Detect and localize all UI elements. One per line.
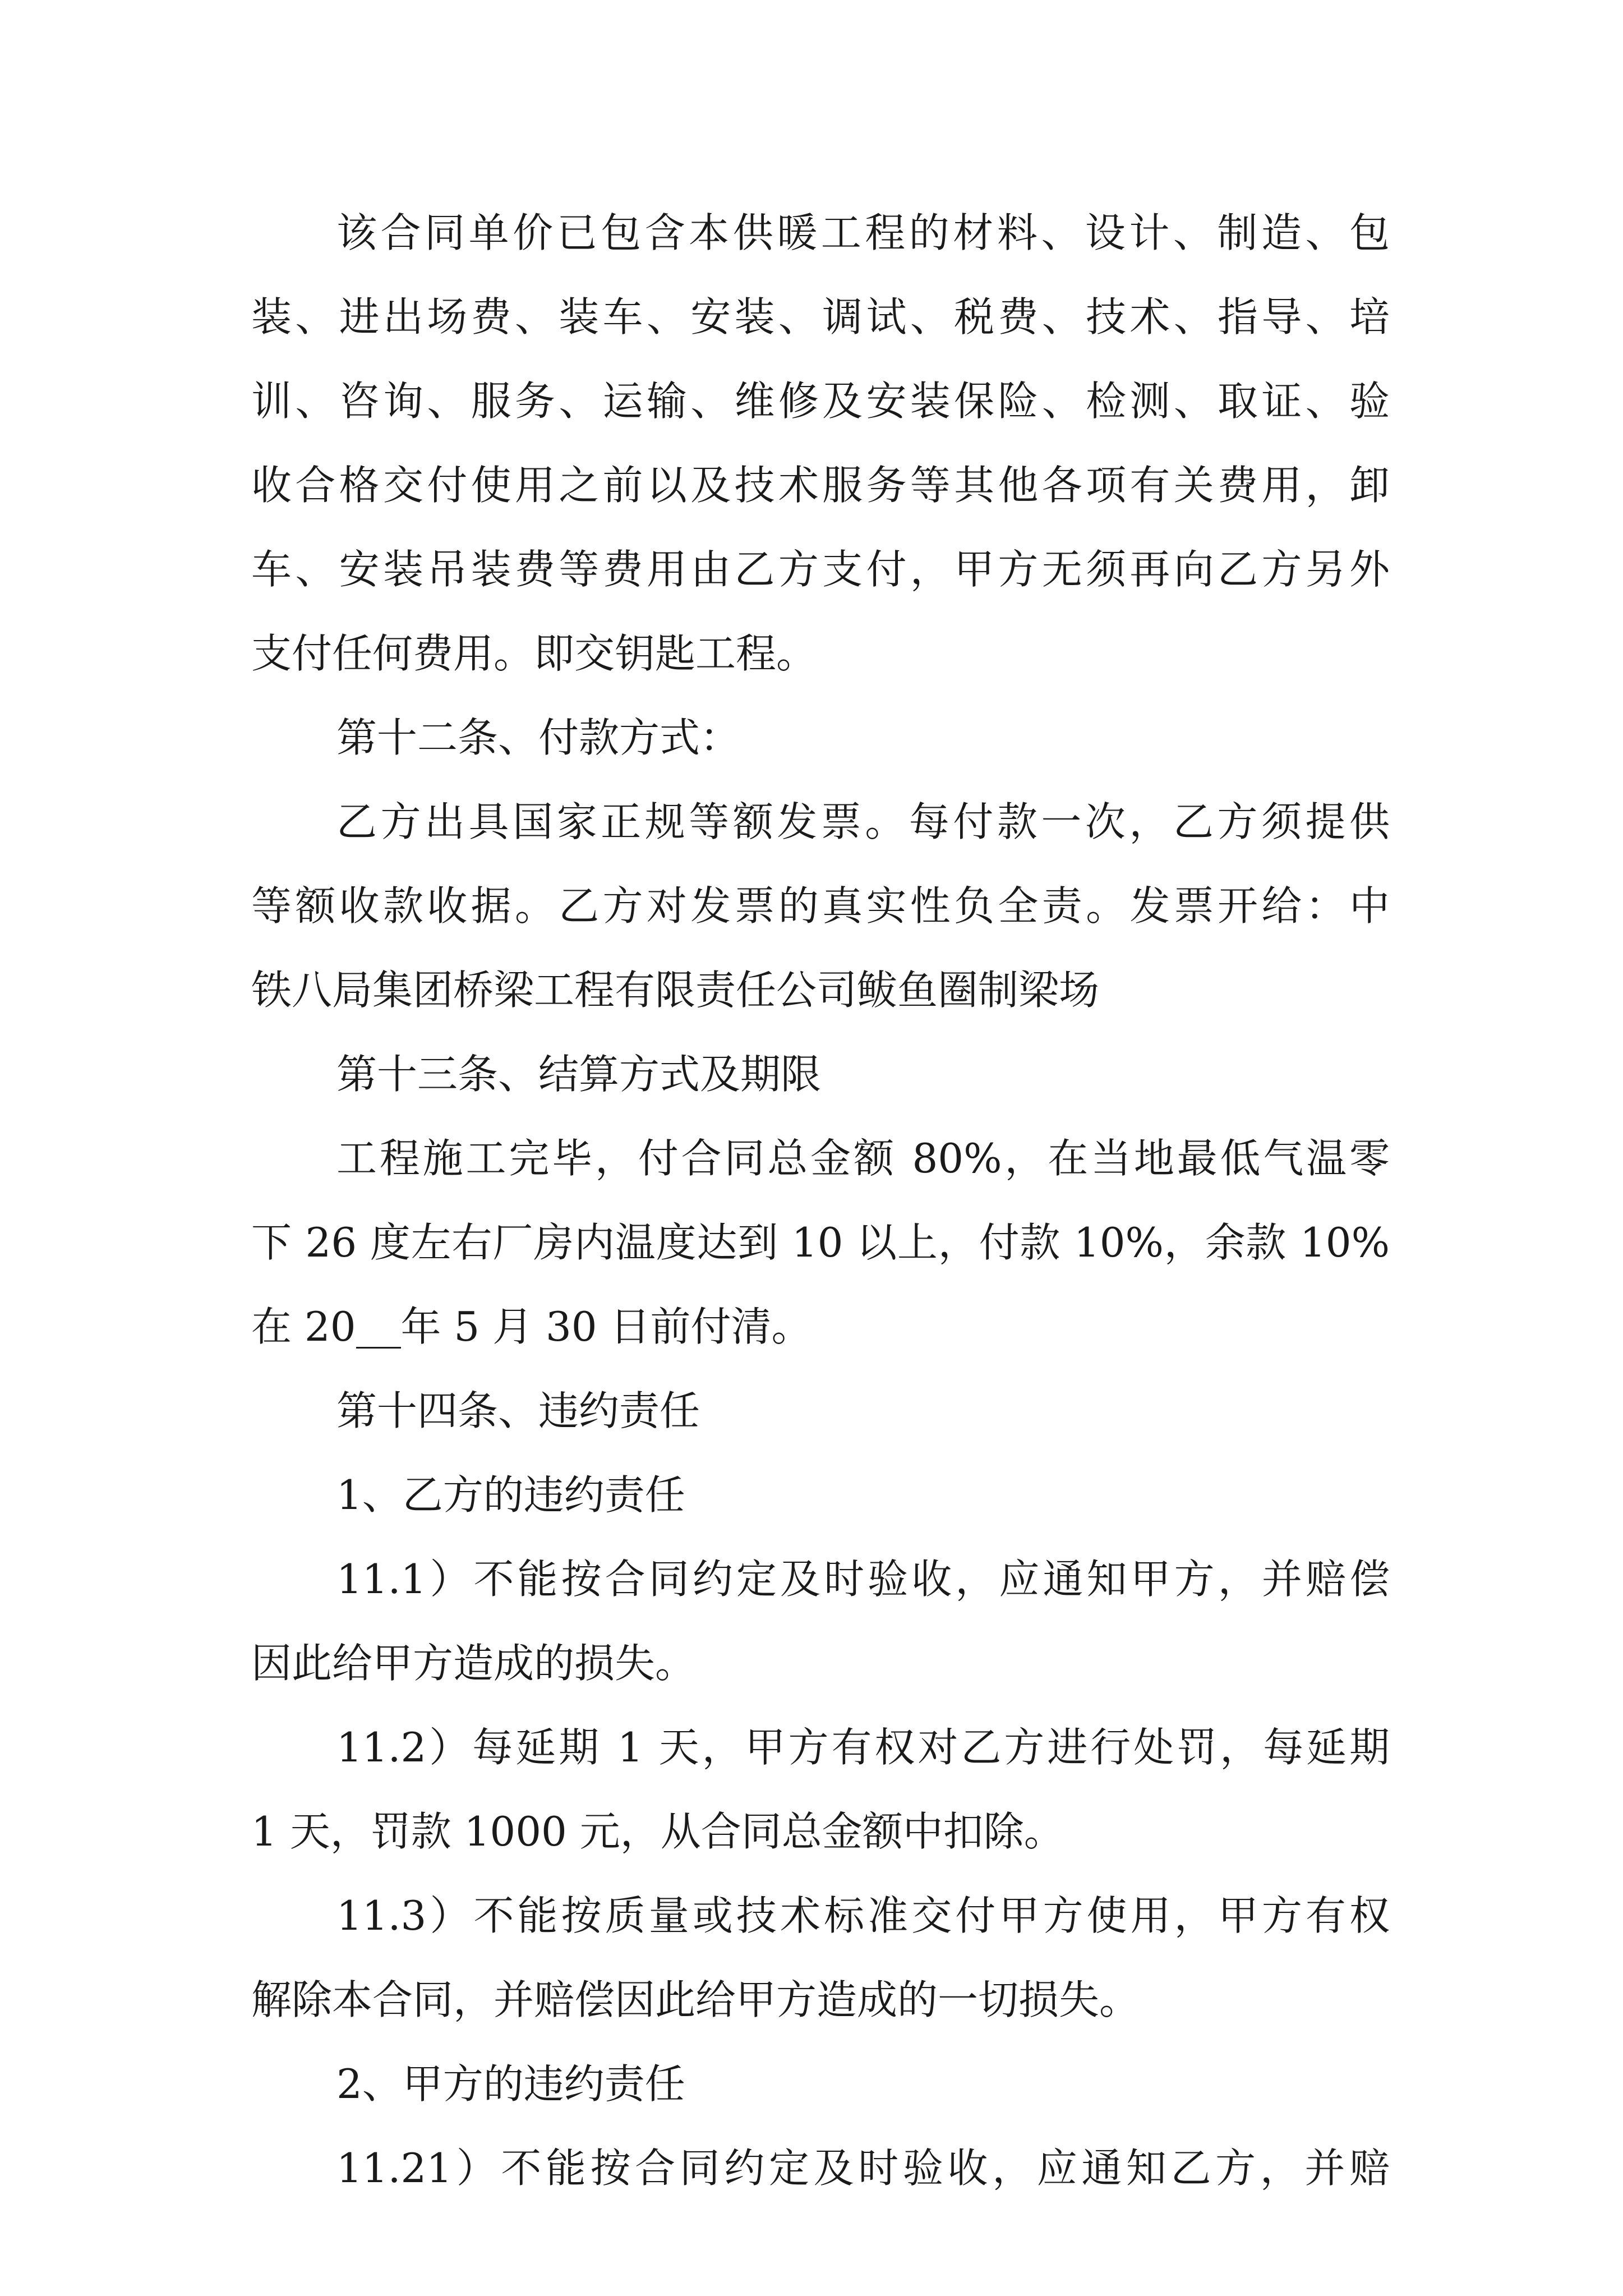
paragraph-line: 下 26 度左右厂房内温度达到 10 以上，付款 10%，余款 10% — [251, 1219, 1390, 1266]
paragraph-line: 铁八局集团桥梁工程有限责任公司鲅鱼圈制梁场 — [251, 967, 1100, 1014]
paragraph-line: 因此给甲方造成的损失。 — [251, 1640, 696, 1687]
paragraph-line: 装、进出场费、装车、安装、调试、税费、技术、指导、培 — [251, 293, 1390, 341]
paragraph-line: 解除本合同，并赔偿因此给甲方造成的一切损失。 — [251, 1976, 1140, 2023]
article-13-heading: 第十三条、结算方式及期限 — [336, 1051, 822, 1098]
clause-11-3: 11.3）不能按质量或技术标准交付甲方使用，甲方有权 — [336, 1892, 1390, 1939]
clause-11-1: 11.1）不能按合同约定及时验收，应通知甲方，并赔偿 — [336, 1556, 1390, 1603]
paragraph-line: 1 天，罚款 1000 元，从合同总金额中扣除。 — [251, 1808, 1064, 1855]
paragraph-line: 车、安装吊装费等费用由乙方支付，甲方无须再向乙方另外 — [251, 546, 1390, 593]
paragraph-line: 收合格交付使用之前以及技术服务等其他各项有关费用，卸 — [251, 462, 1390, 509]
clause-11-21: 11.21）不能按合同约定及时验收，应通知乙方，并赔 — [336, 2145, 1390, 2192]
article-14-heading: 第十四条、违约责任 — [336, 1387, 700, 1434]
date-prefix: 在 20 — [251, 1303, 356, 1350]
paragraph-line: 乙方出具国家正规等额发票。每付款一次，乙方须提供 — [336, 798, 1390, 845]
paragraph-line: 等额收款收据。乙方对发票的真实性负全责。发票开给：中 — [251, 882, 1390, 930]
paragraph-line: 工程施工完毕，付合同总金额 80%，在当地最低气温零 — [336, 1135, 1390, 1182]
blank-underline — [356, 1306, 401, 1349]
paragraph-line: 支付任何费用。即交钥匙工程。 — [251, 630, 817, 677]
section-1-heading: 1、乙方的违约责任 — [336, 1471, 685, 1519]
clause-11-2: 11.2）每延期 1 天，甲方有权对乙方进行处罚，每延期 — [336, 1724, 1390, 1771]
paragraph-line: 该合同单价已包含本供暖工程的材料、设计、制造、包 — [336, 209, 1390, 256]
article-12-heading: 第十二条、付款方式： — [336, 714, 741, 761]
paragraph-line — [251, 1296, 812, 1358]
paragraph-line: 训、咨询、服务、运输、维修及安装保险、检测、取证、验 — [251, 378, 1390, 425]
section-2-heading: 2、甲方的违约责任 — [336, 2060, 685, 2108]
date-suffix: 年 5 月 30 日前付清。 — [400, 1303, 812, 1350]
